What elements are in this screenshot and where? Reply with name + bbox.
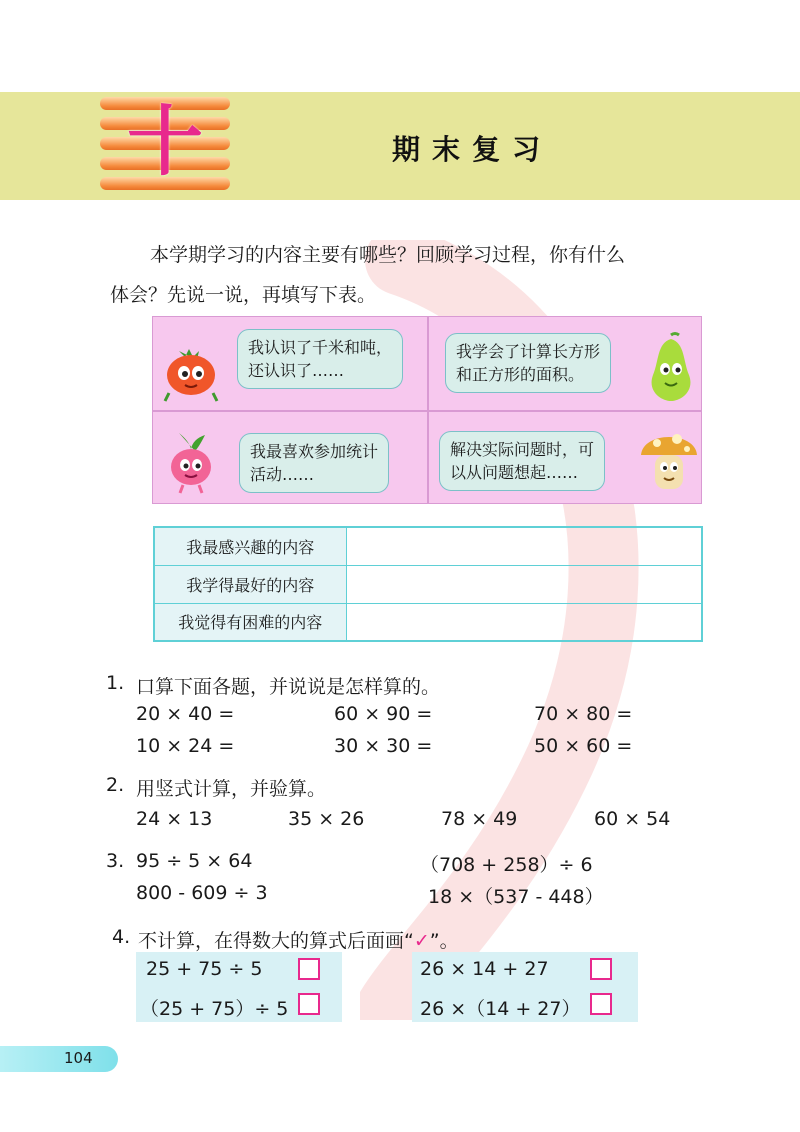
- answer-checkbox[interactable]: [590, 958, 612, 980]
- q1-number: 1.: [106, 672, 125, 694]
- q4-item: （25 + 75）÷ 5: [140, 998, 289, 1020]
- table-row: [154, 603, 702, 641]
- speech-bubble-3: 我最喜欢参加统计 活动……: [239, 433, 389, 493]
- chapter-title: 期末复习: [392, 133, 553, 166]
- table-row-label: 我最感兴趣的内容: [154, 527, 346, 565]
- q2-item: 24 × 13: [136, 808, 213, 830]
- speech-bubble-4: 解决实际问题时，可 以从问题想起……: [439, 431, 605, 491]
- table-row-label: 我学得最好的内容: [154, 565, 346, 603]
- q3-item: 18 ×（537 - 448）: [428, 886, 604, 908]
- q1-prompt: 口算下面各题，并说说是怎样算的。: [136, 676, 441, 698]
- q4-number: 4.: [112, 926, 131, 948]
- q3-item: 95 ÷ 5 × 64: [136, 850, 253, 872]
- radish-character-icon: [161, 429, 221, 495]
- q1-item: 20 × 40 =: [136, 703, 235, 725]
- page-number-tab: [0, 1046, 118, 1072]
- table-input-cell[interactable]: [346, 603, 702, 641]
- q4-prompt: 不计算，在得数大的算式后面画“✓”。: [138, 930, 459, 952]
- table-input-cell[interactable]: [346, 565, 702, 603]
- q3-item: （708 + 258）÷ 6: [420, 854, 593, 876]
- table-row-label: 我觉得有困难的内容: [154, 603, 346, 641]
- q1-item: 10 × 24 =: [136, 735, 235, 757]
- q2-number: 2.: [106, 774, 125, 796]
- intro-line-1: 本学期学习的内容主要有哪些？回顾学习过程，你有什么: [150, 244, 626, 266]
- q1-item: 50 × 60 =: [534, 735, 633, 757]
- speech-bubble-2: 我学会了计算长方形 和正方形的面积。: [445, 333, 611, 393]
- speech-bubble-1: 我认识了千米和吨， 还认识了……: [237, 329, 403, 389]
- q2-item: 35 × 26: [288, 808, 365, 830]
- q4-item: 26 × 14 + 27: [420, 958, 549, 980]
- q1-item: 60 × 90 =: [334, 703, 433, 725]
- table-row: [154, 527, 702, 565]
- pear-character-icon: [643, 331, 699, 403]
- q3-number: 3.: [106, 850, 125, 872]
- tomato-character-icon: [159, 341, 223, 403]
- page-number: 104: [64, 1049, 93, 1067]
- mushroom-character-icon: [637, 425, 701, 497]
- q3-item: 800 - 609 ÷ 3: [136, 882, 268, 904]
- chapter-emblem: [100, 95, 230, 197]
- speech-grid: [152, 316, 702, 504]
- table-row: [154, 565, 702, 603]
- q4-item: 25 + 75 ÷ 5: [146, 958, 263, 980]
- q4-item: 26 ×（14 + 27）: [420, 998, 581, 1020]
- answer-checkbox[interactable]: [298, 958, 320, 980]
- q1-item: 70 × 80 =: [534, 703, 633, 725]
- table-input-cell[interactable]: [346, 527, 702, 565]
- answer-checkbox[interactable]: [298, 993, 320, 1015]
- intro-line-2: 体会？先说一说，再填写下表。: [110, 284, 377, 306]
- q2-item: 60 × 54: [594, 808, 671, 830]
- check-mark-icon: ✓: [413, 930, 430, 952]
- q2-item: 78 × 49: [441, 808, 518, 830]
- answer-checkbox[interactable]: [590, 993, 612, 1015]
- review-table: [153, 526, 703, 642]
- q2-prompt: 用竖式计算，并验算。: [136, 778, 327, 800]
- q1-item: 30 × 30 =: [334, 735, 433, 757]
- chapter-number: 十: [127, 97, 203, 186]
